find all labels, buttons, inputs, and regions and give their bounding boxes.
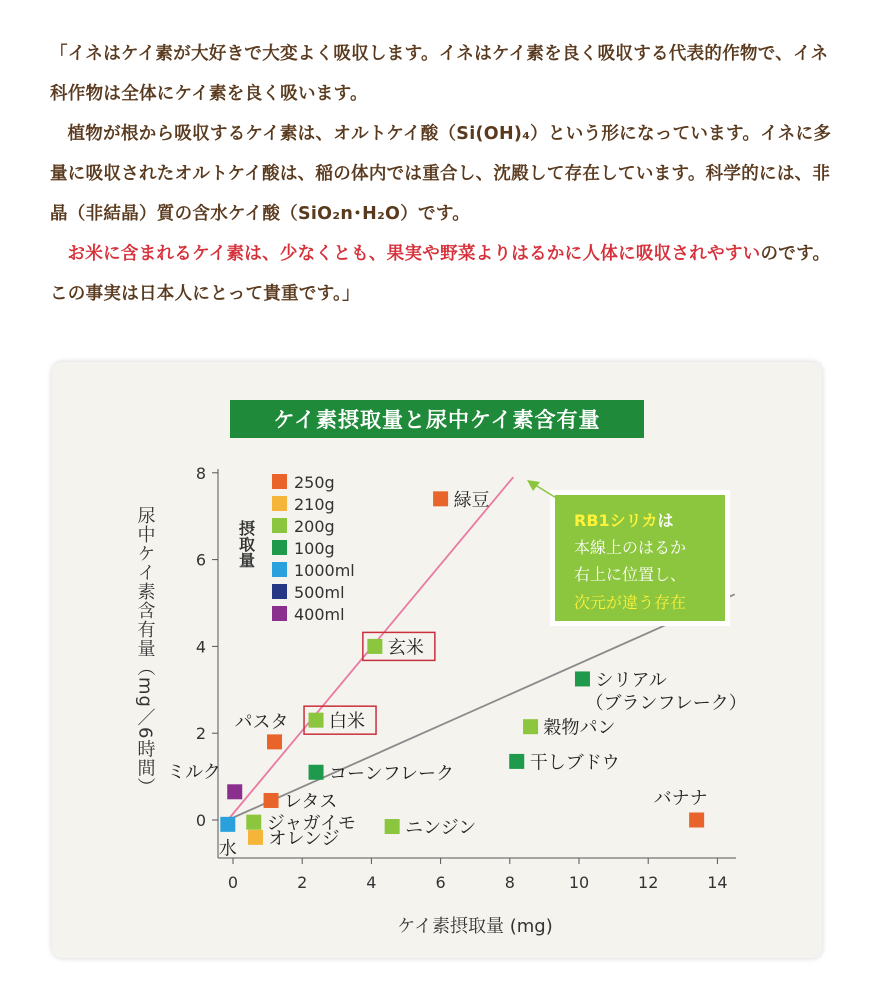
callout-line-2: 本線上のはるか — [574, 538, 687, 557]
data-point-marker — [385, 819, 400, 834]
x-tick-label: 10 — [568, 873, 590, 892]
chart-title: ケイ素摂取量と尿中ケイ素含有量 — [230, 400, 644, 438]
data-point-marker — [575, 671, 590, 686]
legend-label: 500ml — [294, 583, 345, 602]
data-point-label: ジャガイモ — [266, 813, 356, 835]
legend-swatch — [272, 496, 287, 511]
data-point-marker — [367, 639, 382, 654]
data-point-label: パスタ — [234, 711, 289, 733]
data-point-marker — [220, 817, 235, 832]
rb1-callout — [527, 480, 730, 626]
legend-label: 200g — [294, 517, 335, 536]
quote-highlight-red: お米に含まれるケイ素は、少なくとも、果実や野菜よりはるかに人体に吸収されやすい — [67, 244, 761, 264]
data-point-sublabel: （ブランフレーク） — [585, 692, 747, 714]
data-point-marker — [523, 719, 538, 734]
callout-arrow-head — [527, 480, 540, 491]
y-axis-label: 尿中ケイ素含有量（mg／6時間） — [134, 506, 156, 797]
legend-label: 1000ml — [294, 561, 355, 580]
legend-label: 400ml — [294, 605, 345, 624]
legend-label: 210g — [294, 495, 335, 514]
y-tick-label: 0 — [195, 811, 206, 830]
data-point-marker — [248, 830, 263, 845]
data-point-marker — [267, 734, 282, 749]
data-point-label: 水 — [218, 838, 237, 860]
legend-title: 摂取量 — [236, 520, 256, 568]
legend-swatch — [272, 474, 287, 489]
data-point-marker — [227, 784, 242, 799]
quote-paragraph-1: 「イネはケイ素が大好きで大変よく吸収します。イネはケイ素を良く吸収する代表的作物で、イネ科作物は全体にケイ素を良く吸います。 — [50, 44, 829, 104]
callout-brand: RB1シリカ — [574, 511, 658, 530]
x-tick-label: 0 — [227, 873, 239, 892]
data-point-marker — [264, 793, 279, 808]
data-point-marker — [246, 815, 261, 830]
x-tick-label: 14 — [707, 873, 728, 892]
legend-swatch — [272, 540, 287, 555]
x-tick-label: 6 — [435, 873, 446, 892]
data-point-label: 玄米 — [387, 637, 424, 659]
y-tick-label: 2 — [195, 724, 206, 744]
legend-label: 250g — [294, 473, 335, 492]
y-tick-label: 4 — [195, 637, 206, 657]
data-point-label: レタス — [284, 791, 338, 813]
x-tick-label: 8 — [504, 873, 515, 892]
data-point-label: バナナ — [653, 788, 708, 809]
legend-swatch — [272, 584, 287, 599]
x-tick-label: 4 — [366, 873, 377, 892]
y-tick-label: 6 — [195, 550, 206, 570]
x-axis-label: ケイ素摂取量 (mg) — [397, 916, 553, 937]
legend-swatch — [272, 518, 287, 533]
data-point-label: オレンジ — [268, 828, 340, 850]
legend-label: 100g — [294, 539, 335, 558]
callout-line-1 — [574, 511, 674, 530]
data-point-label: 干しブドウ — [529, 752, 620, 774]
data-point-label: シリアル — [595, 669, 667, 691]
data-point-marker — [309, 765, 324, 780]
data-point-label: ニンジン — [405, 817, 477, 839]
legend-swatch — [272, 606, 287, 621]
data-point-label: コーンフレーク — [329, 763, 454, 785]
quote-paragraph-3-rest: のです。この事実は日本人にとって貴重です。」 — [50, 244, 831, 304]
data-point-marker — [689, 813, 704, 828]
data-point-label: 緑豆 — [453, 489, 490, 511]
data-point-marker — [509, 754, 524, 769]
callout-particle: は — [657, 511, 674, 530]
y-tick-label: 8 — [195, 463, 206, 483]
data-point-label: 穀物パン — [543, 717, 616, 739]
x-tick-label: 2 — [297, 873, 308, 892]
chart-legend — [237, 473, 355, 624]
data-point-label: ミルク — [167, 761, 221, 783]
data-point-label: 白米 — [329, 711, 366, 733]
callout-line-3: 右上に位置し、 — [574, 565, 687, 584]
callout-line-4: 次元が違う存在 — [574, 593, 687, 612]
data-point-marker — [433, 491, 448, 506]
legend-swatch — [272, 562, 287, 577]
x-tick-label: 12 — [638, 873, 659, 892]
data-point-marker — [309, 713, 324, 728]
quote-paragraph-2-text: 植物が根から吸収するケイ素は、オルトケイ酸（Si(OH)₄）という形になっています。イネに多量に吸収されたオルトケイ酸は、稲の体内では重合し、沈殿して存在しています。科学的には、非晶（非結晶）質の含水ケイ酸（SiO₂n･H₂O）です。 — [50, 124, 832, 224]
